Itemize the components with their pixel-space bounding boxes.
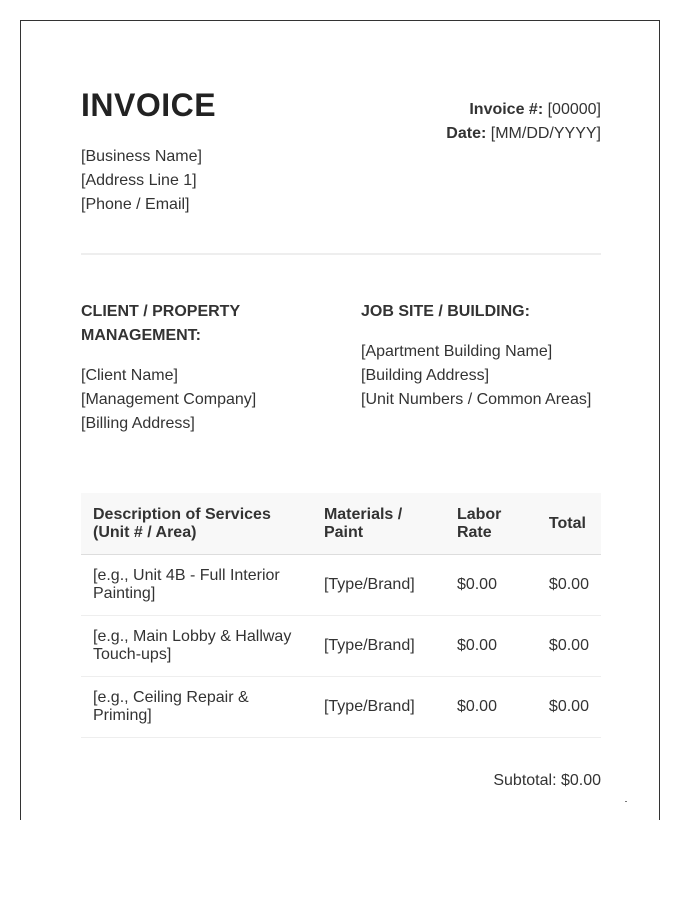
jobsite-building-name: [Apartment Building Name] xyxy=(361,343,553,360)
invoice-date-label: Date: xyxy=(446,125,487,142)
cell-description xyxy=(81,616,312,677)
invoice-title: INVOICE xyxy=(81,87,217,123)
invoice-page xyxy=(20,20,660,820)
description-line: [e.g., Main Lobby & Hallway xyxy=(93,628,292,645)
jobsite-heading: JOB SITE / BUILDING: xyxy=(361,303,530,320)
cell-materials: [Type/Brand] xyxy=(312,677,445,738)
table-row xyxy=(81,555,601,616)
description-line: [e.g., Unit 4B - Full Interior xyxy=(93,567,280,584)
cell-total: $0.00 xyxy=(537,616,601,677)
header-line: (Unit # / Area) xyxy=(93,523,197,541)
table-row xyxy=(81,677,601,738)
column-header-materials xyxy=(312,493,445,555)
cell-labor-rate: $0.00 xyxy=(445,555,537,616)
header-line: Description of Services xyxy=(93,505,271,523)
cell-description xyxy=(81,555,312,616)
invoice-number-line xyxy=(446,98,601,122)
description-line: Priming] xyxy=(93,707,152,724)
cell-description xyxy=(81,677,312,738)
client-billing-address: [Billing Address] xyxy=(81,415,195,432)
table-header-row xyxy=(81,493,601,555)
header-line: Materials / xyxy=(323,505,403,523)
invoice-number-value: [00000] xyxy=(547,101,601,118)
client-heading xyxy=(81,300,341,348)
subtotal: Subtotal: $0.00 xyxy=(493,772,601,789)
header-line: Total xyxy=(548,514,586,532)
header-line: Rate xyxy=(456,523,492,541)
cell-total: $0.00 xyxy=(537,677,601,738)
client-company: [Management Company] xyxy=(81,391,257,408)
cell-total: $0.00 xyxy=(537,555,601,616)
business-contact: [Phone / Email] xyxy=(81,196,190,213)
invoice-date-value: [MM/DD/YYYY] xyxy=(490,125,601,142)
column-header-description xyxy=(81,493,312,555)
jobsite-section xyxy=(361,300,621,412)
business-name: [Business Name] xyxy=(81,148,202,165)
client-details xyxy=(81,364,341,436)
jobsite-units: [Unit Numbers / Common Areas] xyxy=(361,391,592,408)
cut-off-text-fragment xyxy=(625,801,627,802)
header-line: Labor xyxy=(456,505,502,523)
column-header-total xyxy=(537,493,601,555)
table-row xyxy=(81,616,601,677)
cell-materials: [Type/Brand] xyxy=(312,555,445,616)
column-header-labor-rate xyxy=(445,493,537,555)
invoice-date-line xyxy=(446,122,601,146)
description-line: Touch-ups] xyxy=(93,646,172,663)
invoice-number-label: Invoice #: xyxy=(469,101,544,118)
client-heading-line: CLIENT / PROPERTY xyxy=(81,303,241,320)
jobsite-details xyxy=(361,340,621,412)
client-name: [Client Name] xyxy=(81,367,178,384)
invoice-meta xyxy=(446,98,601,146)
services-table xyxy=(81,493,601,738)
client-heading-line: MANAGEMENT: xyxy=(81,327,201,344)
business-info xyxy=(81,145,202,217)
description-line: [e.g., Ceiling Repair & xyxy=(93,689,249,706)
cell-materials: [Type/Brand] xyxy=(312,616,445,677)
header-divider xyxy=(81,253,601,255)
business-address: [Address Line 1] xyxy=(81,172,197,189)
cell-labor-rate: $0.00 xyxy=(445,677,537,738)
client-section xyxy=(81,300,341,436)
jobsite-building-address: [Building Address] xyxy=(361,367,490,384)
description-line: Painting] xyxy=(93,585,156,602)
header-line: Paint xyxy=(323,523,364,541)
cell-labor-rate: $0.00 xyxy=(445,616,537,677)
